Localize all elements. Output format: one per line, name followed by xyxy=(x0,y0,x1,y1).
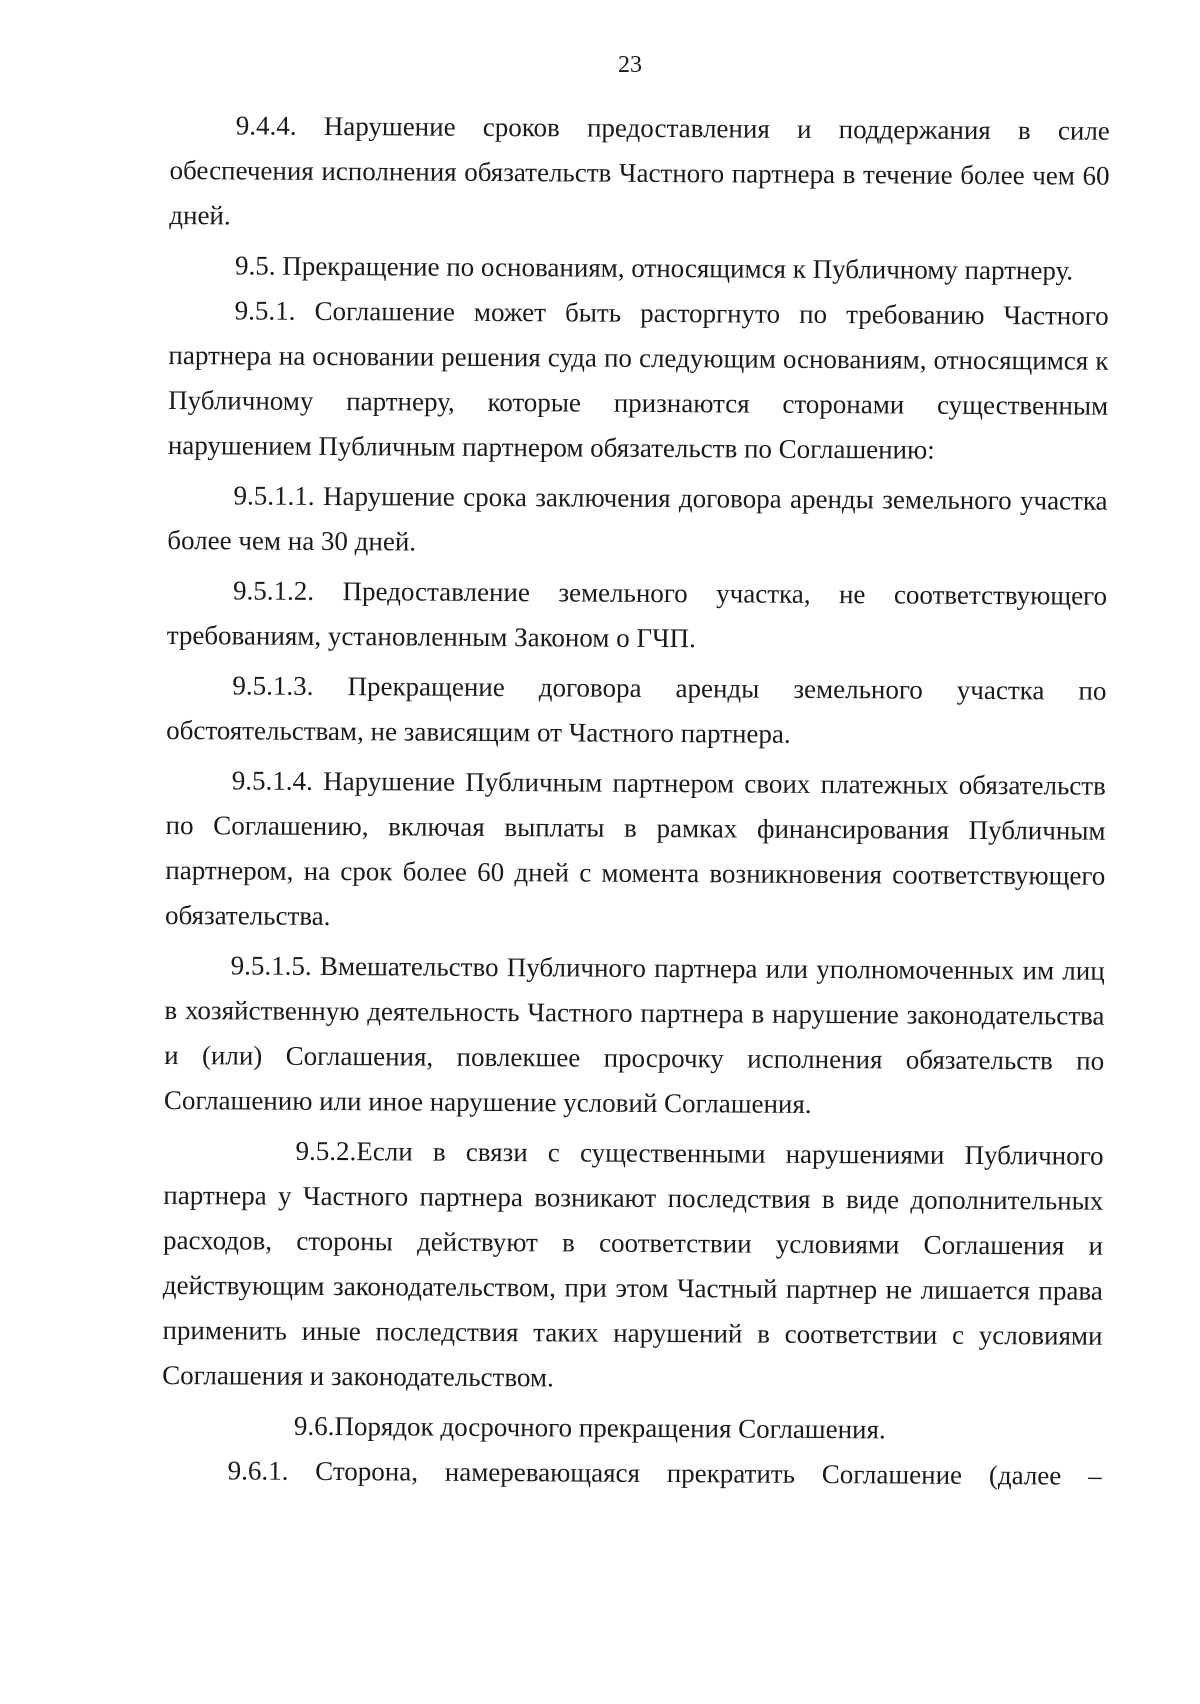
document-body xyxy=(162,103,1110,1499)
paragraph-9-5-1: 9.5.1. Соглашение может быть расторгнуто по требованию Частного партнера на основании решения суда по следующим основаниям, относящимся к Публичному партнеру, которые признаются сторонами существенным нарушением Публичным партнером обязательств по Соглашению: xyxy=(167,295,1109,465)
paragraph-9-6 xyxy=(162,1403,1102,1454)
paragraph-9-5-1-2: 9.5.1.2. Предоставление земельного участка, не соответствующего требованиям, установленным Законом о ГЧП. xyxy=(166,575,1108,654)
paragraph-number: 9.5.2. xyxy=(295,1135,357,1167)
paragraph-text: Если в связи с существенными нарушениями Публичного партнера у Частного партнера возникают последствия в виде дополнительных расходов, стороны действуют в соответствии условиями Соглашения и действующим законодательством, при этом Частный партнер не лишается права применить иные последствия таких нарушений в соответствии с условиями Соглашения и законодательством. xyxy=(162,1136,1104,1393)
paragraph-9-5-1-5: 9.5.1.5. Вмешательство Публичного партнера или уполномоченных им лиц в хозяйственную деятельность Частного партнера в нарушение законодательства и (или) Соглашения, повлекшее просрочку исполнения обязательств по Соглашению или иное нарушение условий Соглашения. xyxy=(163,950,1105,1119)
paragraph-9-5-1-1: 9.5.1.1. Нарушение срока заключения договора аренды земельного участка более чем на 30 дней. xyxy=(167,480,1108,557)
page-number: 23 xyxy=(618,52,642,78)
paragraph-9-5-1-3: 9.5.1.3. Прекращение договора аренды земельного участка по обстоятельствам, не зависящим от Частного партнера. xyxy=(166,670,1107,749)
paragraph-9-4-4: 9.4.4. Нарушение сроков предоставления и поддержания в силе обеспечения исполнения обязательств Частного партнера в течение более чем 60 дней. xyxy=(169,110,1110,231)
paragraph-text: Порядок досрочного прекращения Соглашения. xyxy=(334,1411,886,1445)
paragraph-9-5-2 xyxy=(162,1128,1104,1404)
paragraph-9-5-1-4: 9.5.1.4. Нарушение Публичным партнером своих платежных обязательств по Соглашению, включая выплаты в рамках финансирования Публичным партнером, на срок более 60 дней с момента возникновения соответствующего обязательства. xyxy=(164,765,1106,931)
paragraph-number: 9.6. xyxy=(293,1410,335,1442)
paragraph-9-5: 9.5. Прекращение по основаниям, относящимся к Публичному партнеру. xyxy=(234,250,1074,286)
paragraph-9-6-1: 9.6.1. Сторона, намеревающаяся прекратить Соглашение (далее – xyxy=(227,1455,1102,1491)
